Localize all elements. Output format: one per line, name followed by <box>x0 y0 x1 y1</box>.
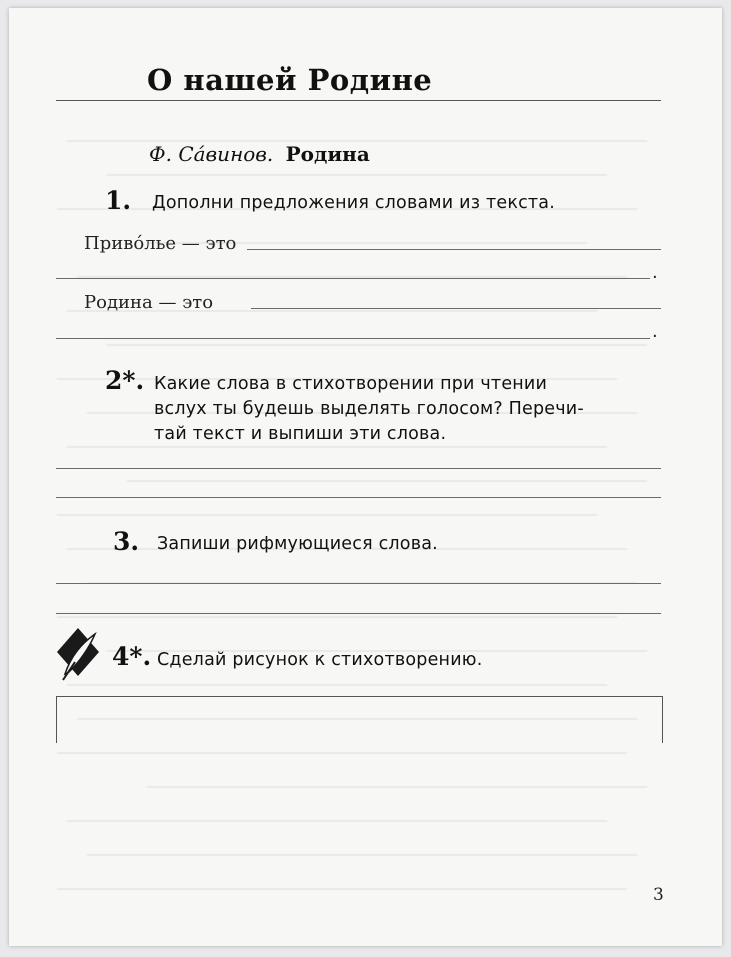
task-2-answer-line-2[interactable] <box>56 497 661 498</box>
task-2-answer-line-1[interactable] <box>56 468 661 469</box>
task-2-line-1: Какие слова в стихотворении при чтении <box>154 374 548 394</box>
author-name: Ф. Са́винов. <box>149 142 274 166</box>
task-2-line-2: вслух ты будешь выделять голосом? Перечи- <box>154 399 584 419</box>
fill-in-2-line-a[interactable] <box>251 308 661 309</box>
task-3-text: Запиши рифмующиеся слова. <box>157 534 438 554</box>
task-2-line-3: тай текст и выпиши эти слова. <box>154 424 447 444</box>
page-number: 3 <box>653 885 664 905</box>
task-3-answer-line-1[interactable] <box>56 583 661 584</box>
workbook-page <box>9 8 722 946</box>
drawing-area[interactable] <box>56 696 663 743</box>
reverse-page-texture <box>17 101 667 921</box>
task-2-number: 2*. <box>105 366 145 395</box>
task-2-text <box>154 372 659 447</box>
task-1-number: 1. <box>105 186 132 215</box>
fill-in-1-line-a[interactable] <box>247 249 661 250</box>
fill-in-2-period: . <box>652 321 658 342</box>
fill-in-2-label: Родина — это <box>84 292 214 313</box>
reading-heading <box>149 142 370 166</box>
work-title: Родина <box>285 142 370 166</box>
fill-in-2-line-b[interactable] <box>56 338 650 339</box>
fill-in-1-label: Приво́лье — это <box>84 233 237 254</box>
fill-in-1-line-b[interactable] <box>56 278 650 279</box>
feather-pen-icon <box>53 626 103 688</box>
task-4-text: Сделай рисунок к стихотворению. <box>157 650 483 670</box>
lesson-title: О нашей Родине <box>147 63 433 97</box>
task-1-text: Дополни предложения словами из текста. <box>152 193 555 213</box>
title-underline <box>56 100 661 101</box>
task-3-number: 3. <box>113 527 140 556</box>
task-4-number: 4*. <box>112 642 152 671</box>
fill-in-1-period: . <box>652 262 658 283</box>
task-3-answer-line-2[interactable] <box>56 613 661 614</box>
